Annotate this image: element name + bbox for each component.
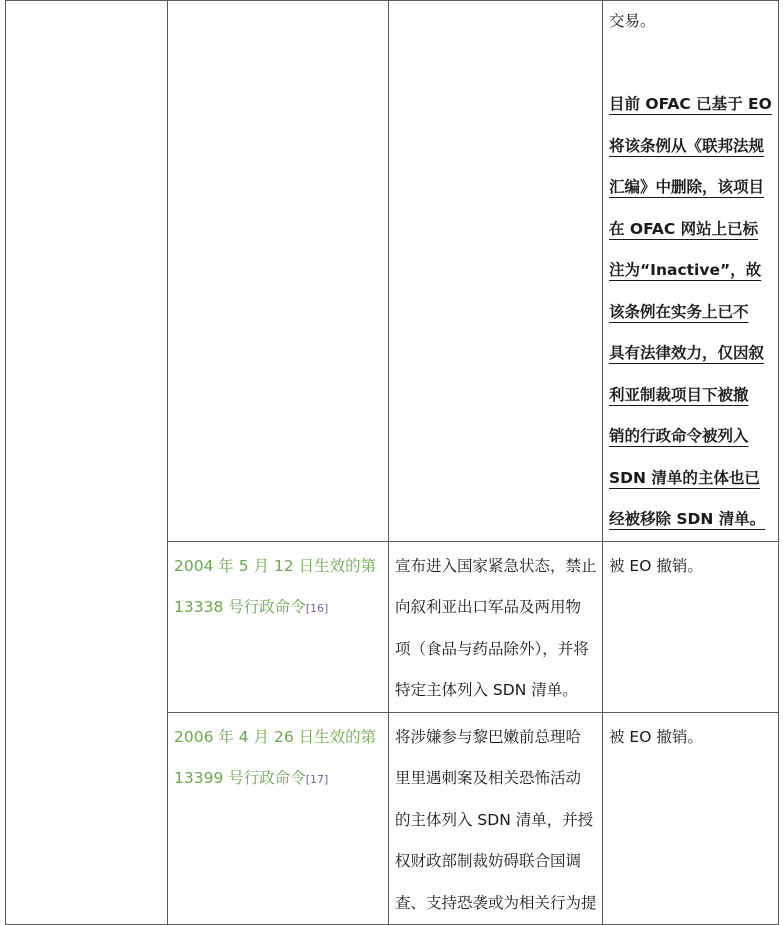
spacer xyxy=(609,43,772,85)
footnote-link[interactable]: [17] xyxy=(305,773,329,786)
table-row xyxy=(6,1,779,542)
order-cell xyxy=(168,712,389,925)
remark-bold-line: 销的行政命令被列入 xyxy=(609,427,749,445)
order-title-line[interactable]: 2006 年 4 月 26 日生效的第 xyxy=(174,727,377,746)
remark-bold-line: 注为“Inactive”，故 xyxy=(609,261,762,279)
content-line: 查、支持恐袭或为相关行为提 xyxy=(395,893,597,912)
remark-bold-line: 该条例在实务上已不 xyxy=(609,302,749,321)
category-cell xyxy=(6,1,168,925)
content-line: 将涉嫌参与黎巴嫩前总理哈 xyxy=(395,727,582,746)
remark-text: 被 EO 撤销。 xyxy=(609,727,703,746)
order-title-line[interactable]: 2004 年 5 月 12 日生效的第 xyxy=(174,556,377,575)
content-cell xyxy=(389,541,603,712)
content-line: 项（食品与药品除外），并将 xyxy=(395,639,589,658)
remark-bold-line: 经被移除 SDN 清单。 xyxy=(609,510,766,528)
remark-bold-line: 在 OFAC 网站上已标 xyxy=(609,219,759,238)
remark-bold-line: SDN 清单的主体也已 xyxy=(609,468,760,487)
footnote-link[interactable]: [16] xyxy=(305,602,329,615)
remark-bold-line: 汇编》中删除，该项目 xyxy=(609,178,765,196)
content-line: 向叙利亚出口军品及两用物 xyxy=(395,598,582,616)
content-line: 里里遇刺案及相关恐怖活动 xyxy=(395,769,582,787)
content-line: 特定主体列入 SDN 清单。 xyxy=(395,681,578,699)
order-title-line[interactable]: 13338 号行政命令 xyxy=(174,598,306,616)
remark-text: 交易。 xyxy=(609,12,656,30)
remark-bold-line: 具有法律效力，仅因叙 xyxy=(609,344,765,362)
content-line: 权财政部制裁妨碍联合国调 xyxy=(395,852,582,870)
remark-cell xyxy=(603,712,779,925)
remark-bold-line: 目前 OFAC 已基于 EO xyxy=(609,95,772,113)
content-line: 的主体列入 SDN 清单，并授 xyxy=(395,810,594,829)
content-cell xyxy=(389,1,603,542)
remark-bold-line: 将该条例从《联邦法规 xyxy=(609,136,765,155)
order-title-line[interactable]: 13399 号行政命令 xyxy=(174,769,306,787)
remark-cell xyxy=(603,1,779,542)
content-cell xyxy=(389,712,603,925)
order-cell xyxy=(168,541,389,712)
remark-text: 被 EO 撤销。 xyxy=(609,556,703,575)
order-cell xyxy=(168,1,389,542)
remark-bold-line: 利亚制裁项目下被撤 xyxy=(609,385,749,404)
content-line: 宣布进入国家紧急状态，禁止 xyxy=(395,556,597,575)
remark-cell xyxy=(603,541,779,712)
regulation-table xyxy=(5,0,779,925)
